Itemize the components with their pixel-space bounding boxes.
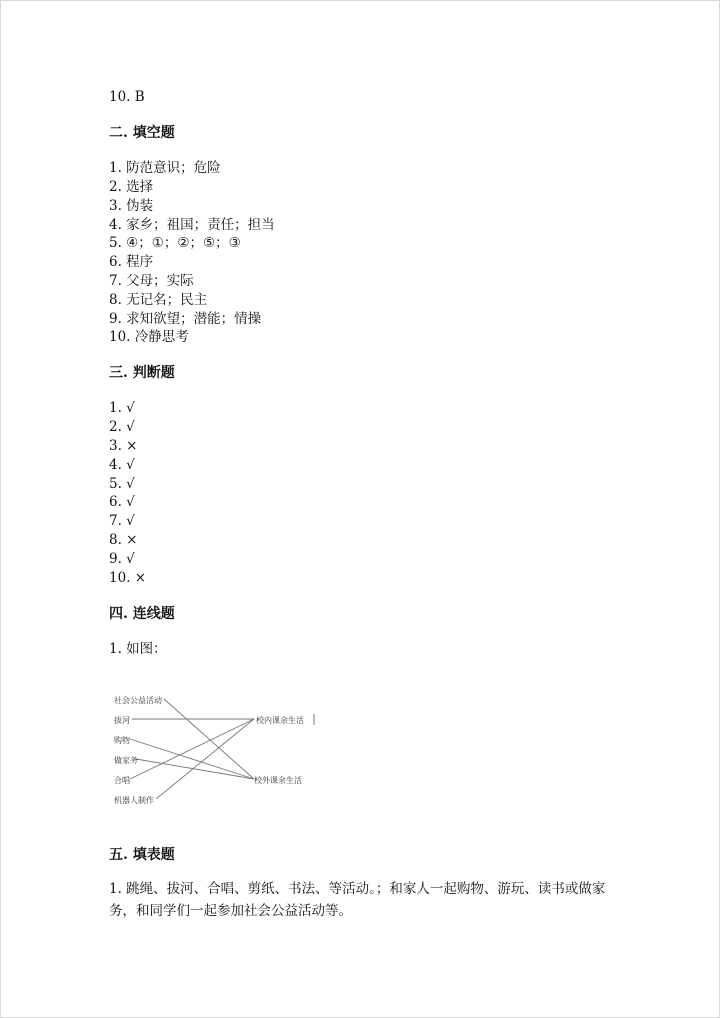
matching-intro: 1. 如图： (109, 641, 167, 657)
right-item: 校外课余生活 (254, 776, 302, 785)
fill-item: 10. 冷静思考 (109, 329, 189, 345)
judge-item: 6. √ (109, 494, 135, 510)
matching-diagram (100, 685, 340, 815)
connection-line (136, 759, 254, 779)
fill-item: 1. 防范意识；危险 (109, 160, 221, 176)
section-3-heading: 三. 判断题 (109, 365, 175, 381)
fill-item: 4. 家乡；祖国；责任；担当 (109, 217, 275, 233)
judge-item: 5. √ (109, 476, 135, 492)
left-item: 拔河 (114, 716, 130, 725)
fill-item: 6. 程序 (109, 254, 154, 270)
fill-item: 8. 无记名；民主 (109, 292, 208, 308)
judge-item: 2. √ (109, 419, 135, 435)
left-item: 做家务 (114, 756, 138, 765)
connection-line (164, 699, 254, 779)
section-2-heading: 二. 填空题 (109, 125, 175, 141)
fill-item: 5. ④；①；②；⑤；③ (109, 235, 241, 251)
table-answer-paragraph: 1. 跳绳、拔河、合唱、剪纸、书法、等活动。；和家人一起购物、游玩、读书或做家务，和同学们一起参加社会公益活动等。 (109, 881, 606, 919)
connection-line (130, 739, 254, 779)
fill-item: 9. 求知欲望；潜能；情操 (109, 311, 262, 327)
judge-item: 3. × (109, 438, 138, 454)
judge-item: 7. √ (109, 513, 135, 529)
section-4-heading: 四. 连线题 (109, 606, 175, 622)
judge-item: 8. × (109, 532, 138, 548)
left-item: 购物 (114, 736, 130, 745)
right-item: 校内课余生活 (256, 716, 304, 725)
fill-item: 3. 伪装 (109, 198, 154, 214)
judge-item: 4. √ (109, 457, 135, 473)
left-item: 机器人制作 (114, 796, 154, 805)
judge-item: 1. √ (109, 400, 135, 416)
answer-10-b: 10. B (109, 89, 145, 105)
left-item: 社会公益活动 (114, 696, 162, 705)
judge-item: 10. × (109, 570, 147, 586)
fill-item: 2. 选择 (109, 179, 154, 195)
left-item: 合唱 (114, 776, 130, 785)
judge-item: 9. √ (109, 551, 135, 567)
fill-item: 7. 父母；实际 (109, 273, 194, 289)
section-5-heading: 五. 填表题 (109, 847, 175, 863)
